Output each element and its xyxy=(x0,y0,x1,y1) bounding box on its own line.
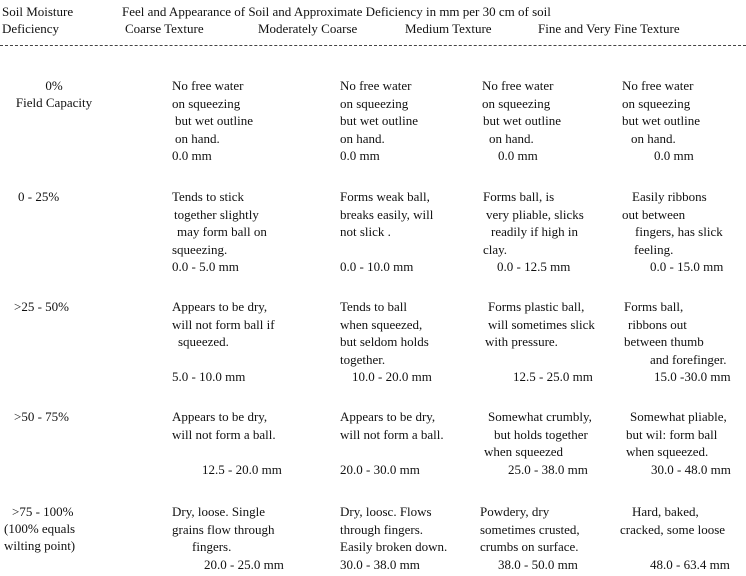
cell-2-medium: Forms plastic ball, will sometimes slick with pressure. 12.5 - 25.0 mm xyxy=(485,299,595,384)
cell-0-fine: No free water on squeezing but wet outline on hand. 0.0 mm xyxy=(622,78,700,163)
cell-0-medium: No free water on squeezing but wet outline on hand. 0.0 mm xyxy=(482,78,561,163)
row-label-field-capacity: 0% Field Capacity xyxy=(15,78,93,110)
cell-2-moderately-coarse: Tends to ball when squeezed, but seldom holds together. 10.0 - 20.0 mm xyxy=(340,299,432,384)
cell-1-medium: Forms ball, is very pliable, slicks readily if high in clay. 0.0 - 12.5 mm xyxy=(483,189,584,274)
header-col0-line1: Soil Moisture xyxy=(2,4,74,19)
cell-2-fine: Forms ball, ribbons out between thumb and forefinger. 15.0 -30.0 mm xyxy=(624,299,731,384)
cell-0-moderately-coarse: No free water on squeezing but wet outline on hand. 0.0 mm xyxy=(340,78,418,163)
header-title: Feel and Appearance of Soil and Approximate Deficiency in mm per 30 cm of soil xyxy=(122,4,551,19)
cell-1-coarse: Tends to stick together slightly may form ball on squeezing. 0.0 - 5.0 mm xyxy=(172,189,267,274)
row-label-25-50: >25 - 50% xyxy=(14,299,69,314)
header-divider xyxy=(0,45,746,46)
cell-4-medium: Powdery, dry sometimes crusted, crumbs on surface. 38.0 - 50.0 mm xyxy=(480,504,580,572)
cell-1-moderately-coarse: Forms weak ball, breaks easily, will not slick . 0.0 - 10.0 mm xyxy=(340,189,434,274)
header-texture-fine: Fine and Very Fine Texture xyxy=(538,21,680,36)
cell-1-fine: Easily ribbons out between fingers, has slick feeling. 0.0 - 15.0 mm xyxy=(622,189,724,274)
row-label-0-25: 0 - 25% xyxy=(18,189,60,204)
cell-4-moderately-coarse: Dry, loosc. Flows through fingers. Easily broken down. 30.0 - 38.0 mm xyxy=(340,504,448,572)
cell-4-fine: Hard, baked, cracked, some loose 48.0 - 63.4 mm xyxy=(620,504,730,572)
cell-3-fine: Somewhat pliable, but wil: form ball when squeezed. 30.0 - 48.0 mm xyxy=(626,409,731,477)
row-label-50-75: >50 - 75% xyxy=(14,409,69,424)
cell-3-medium: Somewhat crumbly, but holds together when squeezed 25.0 - 38.0 mm xyxy=(484,409,592,477)
cell-0-coarse: No free water on squeezing but wet outline on hand. 0.0 mm xyxy=(172,78,253,163)
header-texture-moderately-coarse: Moderately Coarse xyxy=(258,21,358,36)
cell-2-coarse: Appears to be dry, will not form ball if squeezed. 5.0 - 10.0 mm xyxy=(172,299,275,384)
row-label-75-100: >75 - 100% (100% equals wilting point) xyxy=(4,504,76,553)
header-col0-line2: Deficiency xyxy=(2,21,60,36)
header-texture-medium: Medium Texture xyxy=(405,21,492,36)
cell-4-coarse: Dry, loose. Single grains flow through fingers. 20.0 - 25.0 mm xyxy=(172,504,284,572)
cell-3-coarse: Appears to be dry, will not form a ball. 12.5 - 20.0 mm xyxy=(172,409,282,477)
header-texture-coarse: Coarse Texture xyxy=(125,21,204,36)
cell-3-moderately-coarse: Appears to be dry, will not form a ball. 20.0 - 30.0 mm xyxy=(340,409,444,477)
